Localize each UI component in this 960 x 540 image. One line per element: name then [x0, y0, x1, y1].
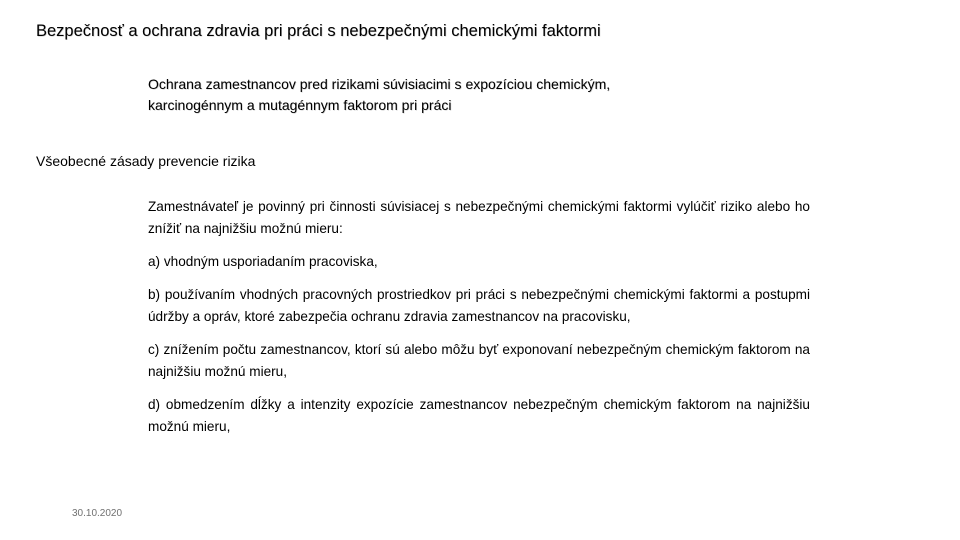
footer-date: 30.10.2020 — [72, 508, 123, 519]
subtitle-line-2: karcinogénnym a mutagénnym faktorom pri práci — [148, 97, 452, 113]
slide-title: Bezpečnosť a ochrana zdravia pri práci s nebezpečnými chemickými faktormi — [36, 22, 601, 40]
paragraph-item-c: c) znížením počtu zamestnancov, ktorí sú alebo môžu byť exponovaní nebezpečným chemickým faktorom na najnižšiu možnú mieru, — [148, 342, 810, 379]
paragraph-item-a: a) vhodným usporiadaním pracoviska, — [148, 254, 378, 269]
paragraph-item-b: b) používaním vhodných pracovných prostriedkov pri práci s nebezpečnými chemickými faktormi a postupmi údržby a opráv, ktoré zabezpečia ochranu zdravia zamestnancov na pracovisku, — [148, 287, 810, 324]
section-heading: Všeobecné zásady prevencie rizika — [36, 153, 256, 169]
paragraph-item-d: d) obmedzením dĺžky a intenzity expozície zamestnancov nebezpečným chemickým faktorom na najnižšiu možnú mieru, — [148, 397, 810, 434]
paragraph-intro: Zamestnávateľ je povinný pri činnosti súvisiacej s nebezpečnými chemickými faktormi vylúčiť riziko alebo ho znížiť na najnižšiu možnú mieru: — [148, 199, 810, 236]
body-text — [148, 196, 810, 449]
subtitle-line-1: Ochrana zamestnancov pred rizikami súvisiacimi s expozíciou chemickým, — [148, 76, 611, 92]
slide-subtitle — [148, 74, 788, 116]
